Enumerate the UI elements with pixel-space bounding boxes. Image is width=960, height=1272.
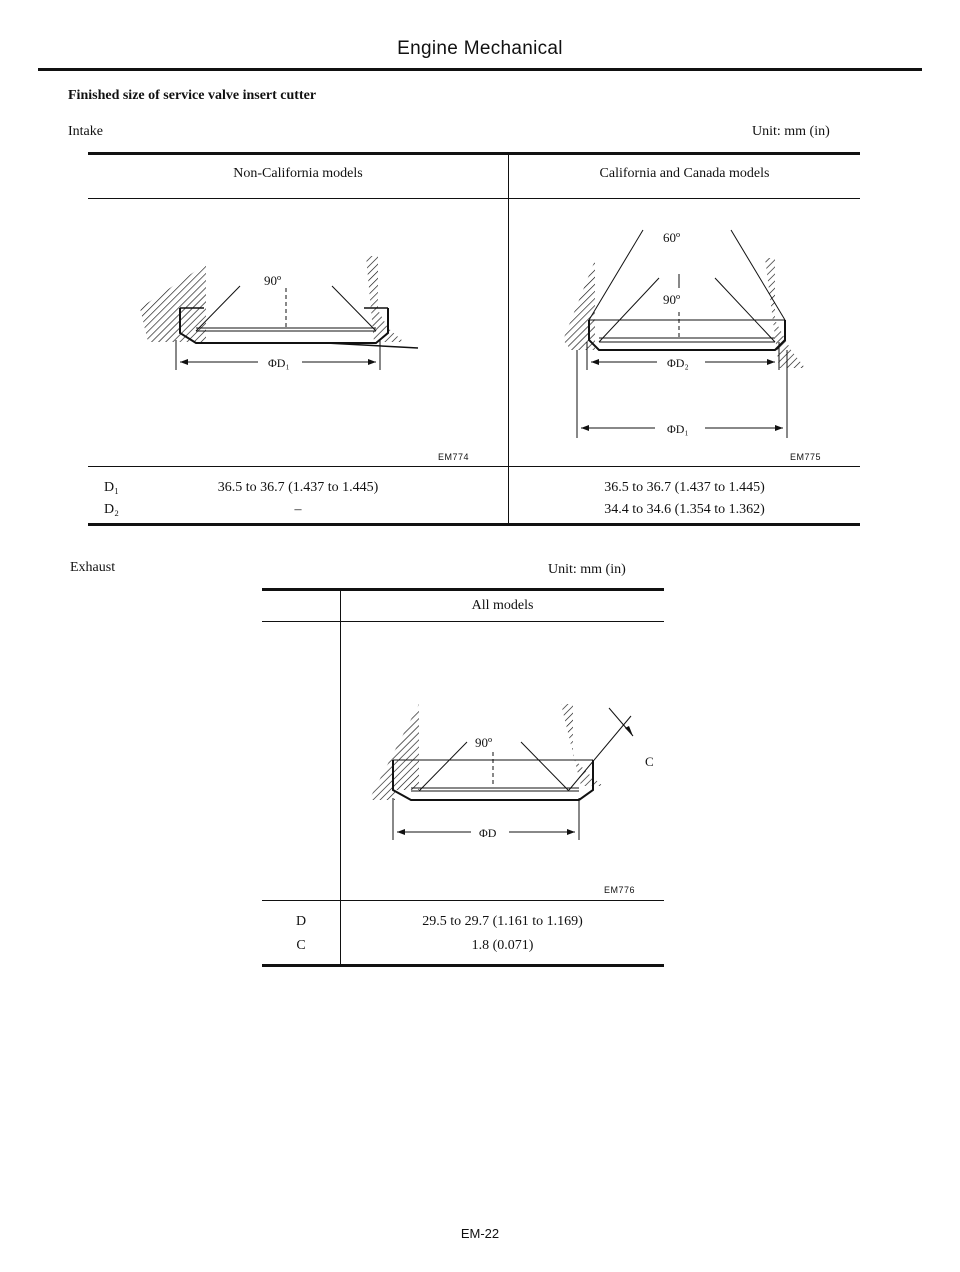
angle-inner-label: 90º — [663, 292, 681, 307]
intake-row-label-d2: D₂ — [104, 502, 119, 517]
intake-d2-california: 34.4 to 34.6 (1.354 to 1.362) — [604, 502, 765, 517]
insert-outline — [180, 308, 388, 343]
figure-code-em776: EM776 — [604, 885, 636, 895]
intake-table-bottom-rule — [88, 523, 860, 526]
hatch-right — [561, 704, 603, 786]
page-title: Engine Mechanical — [397, 38, 563, 59]
intake-d1-non-california: 36.5 to 36.7 (1.437 to 1.445) — [217, 480, 379, 495]
hatch-left — [563, 260, 595, 350]
intake-d2-non-california: – — [294, 502, 302, 517]
intake-label: Intake — [68, 124, 103, 139]
dimension-d1-label: ΦD₁ — [667, 422, 689, 436]
intake-d1-california: 36.5 to 36.7 (1.437 to 1.445) — [604, 480, 765, 495]
dimension-label: ΦD₁ — [268, 356, 290, 370]
exhaust-table-top-rule — [262, 588, 664, 591]
intake-body-rule — [88, 466, 860, 467]
diagram-em774 — [88, 200, 508, 464]
intake-header-rule — [88, 198, 860, 199]
exhaust-row-label-c: C — [296, 938, 306, 953]
section-subtitle: Finished size of service valve insert cutter — [68, 88, 317, 103]
intake-unit: Unit: mm (in) — [752, 124, 830, 139]
exhaust-unit: Unit: mm (in) — [548, 562, 626, 577]
dimension-label: ΦD — [479, 826, 497, 840]
figure-code-em775: EM775 — [790, 452, 822, 462]
dimension-d2-label: ΦD₂ — [667, 356, 689, 370]
intake-header-non-california: Non-California models — [233, 166, 363, 181]
header-rule — [38, 68, 922, 71]
page-number: EM-22 — [460, 1226, 500, 1241]
angle-label: 90º — [264, 273, 282, 288]
hatch-right — [765, 258, 805, 368]
figure-code-em774: EM774 — [438, 452, 470, 462]
exhaust-body-rule — [262, 900, 664, 901]
exhaust-table-bottom-rule — [262, 964, 664, 967]
exhaust-value-d: 29.5 to 29.7 (1.161 to 1.169) — [422, 914, 583, 929]
intake-table-top-rule — [88, 152, 860, 155]
intake-row-label-d1: D₁ — [104, 480, 119, 495]
hatch-right — [366, 256, 404, 342]
diagram-em776 — [341, 690, 711, 850]
intake-header-california: California and Canada models — [599, 166, 770, 181]
exhaust-label: Exhaust — [70, 560, 116, 575]
exhaust-row-label-d: D — [295, 914, 307, 929]
angle-label: 90º — [475, 735, 493, 750]
diagram-em775 — [509, 200, 860, 464]
chamfer-label: C — [645, 754, 654, 769]
exhaust-value-c: 1.8 (0.071) — [471, 938, 534, 953]
exhaust-header-rule — [262, 621, 664, 622]
insert-outline — [589, 320, 785, 350]
angle-outer-label: 60º — [663, 230, 681, 245]
exhaust-header: All models — [471, 598, 534, 613]
